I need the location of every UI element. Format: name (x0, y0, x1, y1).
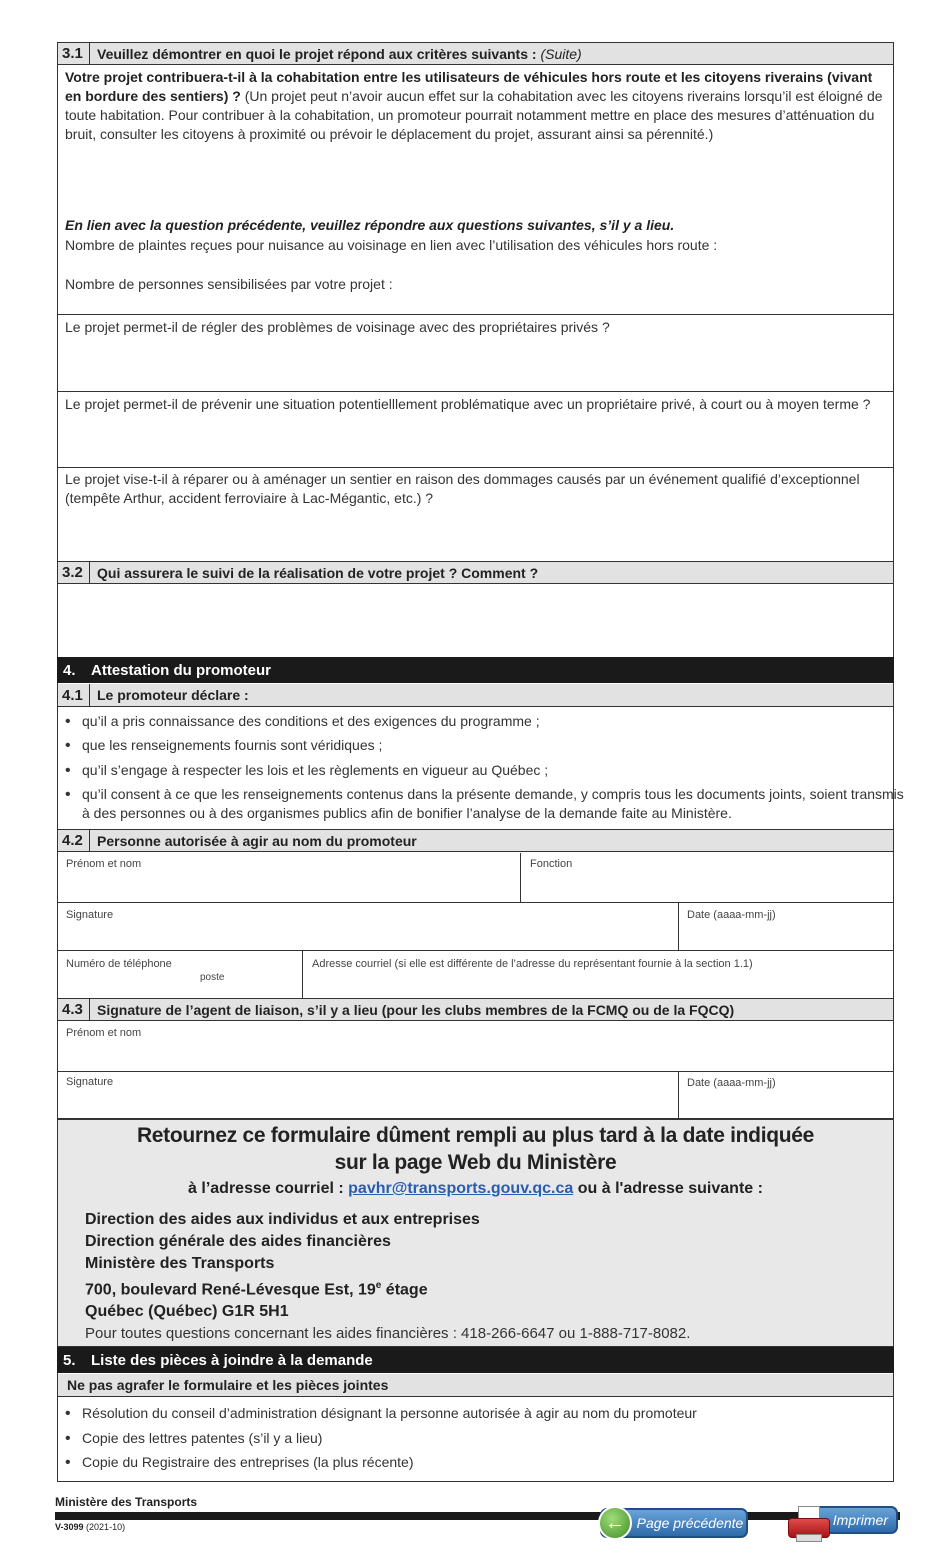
section-5-header (57, 1347, 894, 1373)
return-deadline-line: Retournez ce formulaire dûment rempli au plus tard à la date indiquée (136, 1124, 815, 1147)
return-web-line: sur la page Web du Ministère (334, 1151, 617, 1174)
field-label: Date (aaaa-mm-jj) (687, 1077, 776, 1089)
address-block: Direction des aides aux individus et aux entreprises Direction générale des aides financières Ministère des Transports 700, boulevard René-Lévesque Est, 19e étage Québec (Québec) G1R 5H1 (85, 1211, 480, 1321)
return-email-line: à l’adresse courriel : pavhr@transports.gouv.qc.ca ou à l'adresse suivante : (188, 1180, 763, 1197)
section-number: 4.2 (58, 830, 90, 851)
attachment-item: • Résolution du conseil d’administration désignant la personne autorisée à agir au nom du promoteur (82, 1405, 697, 1421)
field-label: Numéro de téléphone (66, 958, 172, 970)
print-button[interactable] (806, 1506, 898, 1534)
section-4-1-header (57, 684, 894, 707)
section-title: Liste des pièces à joindre à la demande (91, 1351, 373, 1369)
section-number: 3.1 (58, 43, 90, 64)
attachment-item: • Copie du Registraire des entreprises (la plus récente) (82, 1454, 414, 1470)
related-questions-intro: En lien avec la question précédente, veuillez répondre aux questions suivantes, s’il y a lieu. (65, 217, 675, 233)
section-title: Qui assurera le suivi de la réalisation de votre projet ? Comment ? (97, 564, 539, 581)
section-3-1-header (57, 42, 894, 65)
attachment-item: • Copie des lettres patentes (s’il y a lieu) (82, 1430, 322, 1446)
cohabitation-question: Votre projet contribuera-t-il à la cohabitation entre les utilisateurs de véhicules hors route et les citoyens riverains (vivant en bordure des sentiers) ? (Un projet peut n’avoir aucun effet sur la cohabitation avec les citoyens riverains lorsqu’il est éloigné de toute habitation. Pour contribuer à la cohabitation, un promoteur pourrait notamment mettre en place des mesures d’atténuation du bruit, consulter les citoyens à proximité ou prévoir le déplacement du projet, assurant ainsi sa pérennité.) (65, 69, 883, 142)
divider (57, 467, 894, 468)
section-title: Signature de l’agent de liaison, s’il y a lieu (pour les clubs membres de la FCMQ ou de la FQCQ) (97, 1001, 735, 1018)
field-label: Prénom et nom (66, 858, 142, 870)
form-code: V-3099 (2021-10) (55, 1522, 126, 1532)
section-number: 4.3 (58, 999, 90, 1020)
field-label: Prénom et nom (66, 1027, 142, 1039)
contact-info: Pour toutes questions concernant les aides financières : 418-266-6647 ou 1-888-717-8082. (85, 1325, 691, 1342)
prevent-situation-question: Le projet permet-il de prévenir une situation potentielllement problématique avec un propriétaire privé, à court ou à moyen terme ? (65, 396, 871, 412)
button-label: Page précédente (636, 1515, 744, 1531)
extension-label: poste (200, 972, 225, 983)
divider (57, 391, 894, 392)
section-3-2-header (57, 561, 894, 584)
section-title: Le promoteur déclare : (97, 687, 249, 703)
date-field[interactable] (679, 903, 893, 950)
email-field[interactable] (303, 951, 893, 998)
liaison-signature-field[interactable] (58, 1072, 678, 1118)
field-label: Date (aaaa-mm-jj) (687, 909, 776, 921)
section-4-2-header (57, 829, 894, 852)
followup-answer-field[interactable] (58, 586, 893, 656)
field-label: Fonction (530, 858, 573, 870)
signature-field[interactable] (58, 903, 678, 950)
back-arrow-icon: ← (598, 1506, 632, 1540)
complaints-count-label: Nombre de plaintes reçues pour nuisance au voisinage en lien avec l’utilisation des véhicules hors route : (65, 237, 718, 253)
declaration-item: • qu’il s’engage à respecter les lois et les règlements en vigueur au Québec ; (82, 762, 548, 778)
footer-rule (55, 1512, 900, 1520)
section-number: 4.1 (58, 684, 90, 706)
field-label: Adresse courriel (si elle est différente de l’adresse du représentant fournie à la section 1.1) (312, 958, 753, 970)
declaration-item: • qu’il consent à ce que les renseignements contenus dans la présente demande, y compris tous les documents joints, soient transmis (82, 786, 904, 802)
section-title: Personne autorisée à agir au nom du promoteur (97, 832, 417, 849)
repair-trail-question: Le projet vise-t-il à réparer ou à aménager un sentier en raison des dommages causés par un événement qualifié d’exceptionnel (tempête Arthur, accident ferroviaire à Lac-Mégantic, etc.) ? (65, 471, 860, 506)
section-title: Veuillez démontrer en quoi le projet répond aux critères suivants : (Suite) (97, 45, 582, 62)
field-label: Signature (66, 909, 114, 921)
button-label: Imprimer (832, 1512, 888, 1528)
liaison-date-field[interactable] (679, 1072, 893, 1118)
previous-page-button[interactable] (600, 1508, 748, 1538)
liaison-name-field[interactable] (58, 1022, 893, 1071)
declaration-item-continuation: à des personnes ou à des organismes publics afin de bonifier l’analyse de la demande faite au Ministère. (82, 805, 732, 821)
divider (57, 314, 894, 315)
printer-icon (788, 1506, 830, 1544)
email-link[interactable]: pavhr@transports.gouv.qc.ca (348, 1180, 574, 1197)
section-number: 5. (63, 1351, 76, 1369)
field-label: Signature (66, 1076, 114, 1088)
function-field[interactable] (521, 853, 893, 902)
section-number: 4. (63, 661, 76, 679)
section-number: 3.2 (58, 562, 90, 583)
neighbor-problems-question: Le projet permet-il de régler des problèmes de voisinage avec des propriétaires privés ? (65, 319, 610, 335)
name-field[interactable] (58, 853, 520, 902)
phone-field[interactable] (58, 951, 302, 998)
people-aware-label: Nombre de personnes sensibilisées par votre projet : (65, 276, 393, 292)
footer-ministry: Ministère des Transports (55, 1495, 198, 1509)
declaration-item: • que les renseignements fournis sont véridiques ; (82, 737, 382, 753)
section-4-3-header (57, 998, 894, 1021)
section-title: Attestation du promoteur (91, 661, 271, 679)
declaration-item: • qu’il a pris connaissance des conditions et des exigences du programme ; (82, 713, 540, 729)
section-4-header (57, 657, 894, 683)
section-5-subheader: Ne pas agrafer le formulaire et les pièces jointes (57, 1374, 894, 1397)
